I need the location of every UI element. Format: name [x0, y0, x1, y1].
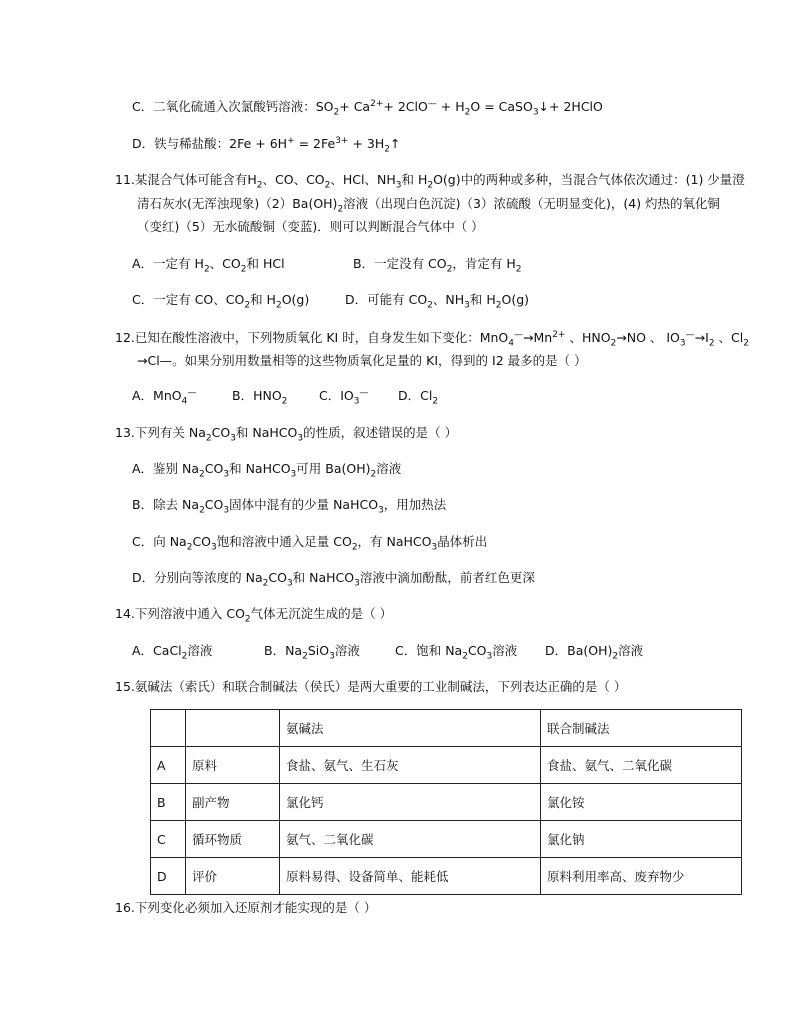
table-cell: 原料利用率高、废弃物少	[541, 858, 742, 895]
table-header-row	[151, 710, 742, 747]
table-cell: B	[151, 784, 186, 821]
q12-stem-line2: →Cl—。如果分别用数量相等的这些物质氧化足量的 KI，得到的 I2 最多的是（ ）	[137, 353, 587, 368]
q11-stem-line2: 清石灰水(无浑浊现象)$(2)Ba(OH)_2$溶液（出现白色沉淀)（3）浓硫酸（无明显变化)，(4) 灼热的氧化铜	[137, 196, 721, 215]
q11-stem-line3: （变红)（5）无水硫酸铜（变蓝)．则可以判断混合气体中（ ）	[137, 219, 484, 234]
table-cell: C	[151, 821, 186, 858]
q15-table-body	[151, 710, 742, 895]
q11-option-c: C．一定有 CO、$CO_2$和 $H_2O(g)$	[132, 292, 310, 311]
q10-option-c: C．二氧化硫通入次氯酸钙溶液：$SO_2+ Ca^{2+}+ 2ClO^— + H_2O$ = CaSO$_3$↓+ 2HClO	[132, 98, 603, 118]
q14-stem: 14.下列溶液中通入 $CO_2$气体无沉淀生成的是（ ）	[115, 606, 393, 625]
q10-option-d: D．铁与稀盐酸：$2Fe + 6H^+ = 2Fe^{3+}$ + $3H_2↑$	[132, 135, 401, 155]
q14-option-a: A．CaCl$_2$溶液	[132, 643, 213, 662]
q16-stem: 16.下列变化必须加入还原剂才能实现的是（ ）	[115, 900, 377, 915]
q14-option-b: B．$Na_2SiO_3$溶液	[264, 643, 360, 662]
q13-stem: 13.下列有关 $Na_2CO_3$和 NaHCO$_3$的性质，叙述错误的是（ ）	[115, 425, 458, 444]
table-cell: 氯化钙	[280, 784, 541, 821]
table-row	[151, 747, 742, 784]
q12-stem-line1: 12.已知在酸性溶液中，下列物质氧化 KI 时，自身发生如下变化：$MnO_4^—\to Mn^{2+}$ 、$HNO_2\to NO$ 、 $IO_3^—\to I_2$ 、$Cl_2$	[115, 329, 749, 349]
table-cell: 原料	[186, 747, 280, 784]
q13-option-d: D．分别向等浓度的 $Na_2CO_3$和 NaHCO$_3$溶液中滴加酚酞，前者红色更深	[132, 570, 535, 589]
q11-option-d: D．可能有 $CO_2$、$NH_3$和 $H_2O(g)$	[345, 292, 530, 311]
q11-stem-line1: 11.某混合气体可能含有$H_2$、CO、$CO_2$、HCl、$NH_3$和 $H_2O(g)$中的两种或多种，当混合气体依次通过：(1) 少量澄	[115, 172, 745, 191]
table-cell	[186, 710, 280, 747]
q12-option-a: A．MnO$_4$—	[132, 387, 197, 407]
q13-option-a: A．鉴别 $Na_2CO_3$和 NaHCO$_3$可用 $Ba(OH)_2$溶液	[132, 461, 402, 480]
q14-option-d: D．$Ba(OH)_2$溶液	[545, 643, 644, 662]
q15-comparison-table	[150, 709, 742, 895]
table-cell: A	[151, 747, 186, 784]
table-cell: 氨碱法	[280, 710, 541, 747]
q12-option-c: C．$IO_3^—$	[319, 387, 369, 407]
q11-option-b: B．一定没有 $CO_2$，肯定有 $H_2$	[353, 256, 522, 275]
table-cell: 原料易得、设备简单、能耗低	[280, 858, 541, 895]
table-cell: 循环物质	[186, 821, 280, 858]
table-cell: 联合制碱法	[541, 710, 742, 747]
table-cell: 氯化铵	[541, 784, 742, 821]
q12-option-d: D．$Cl_2$	[398, 388, 439, 407]
table-cell: 评价	[186, 858, 280, 895]
q12-option-b: B．$HNO_2$	[232, 388, 288, 407]
q13-option-c: C．向 $Na_2CO_3$饱和溶液中通入足量 $CO_2$，有 NaHCO$_3$晶体析出	[132, 534, 488, 553]
table-cell	[151, 710, 186, 747]
q11-option-a: A．一定有 $H_2$、$CO_2$和 HCl	[132, 256, 285, 275]
table-row	[151, 858, 742, 895]
table-row	[151, 821, 742, 858]
q15-stem: 15.氨碱法（索氏）和联合制碱法（侯氏）是两大重要的工业制碱法，下列表达正确的是（ ）	[115, 679, 627, 694]
table-cell: 氯化钠	[541, 821, 742, 858]
q13-option-b: B．除去 $Na_2CO_3$固体中混有的少量 NaHCO$_3$，用加热法	[132, 497, 447, 516]
table-cell: 氨气、二氧化碳	[280, 821, 541, 858]
table-cell: 食盐、氨气、二氧化碳	[541, 747, 742, 784]
table-row	[151, 784, 742, 821]
q14-option-c: C．饱和 $Na_2CO_3$溶液	[395, 643, 518, 662]
table-cell: 食盐、氨气、生石灰	[280, 747, 541, 784]
table-cell: D	[151, 858, 186, 895]
table-cell: 副产物	[186, 784, 280, 821]
